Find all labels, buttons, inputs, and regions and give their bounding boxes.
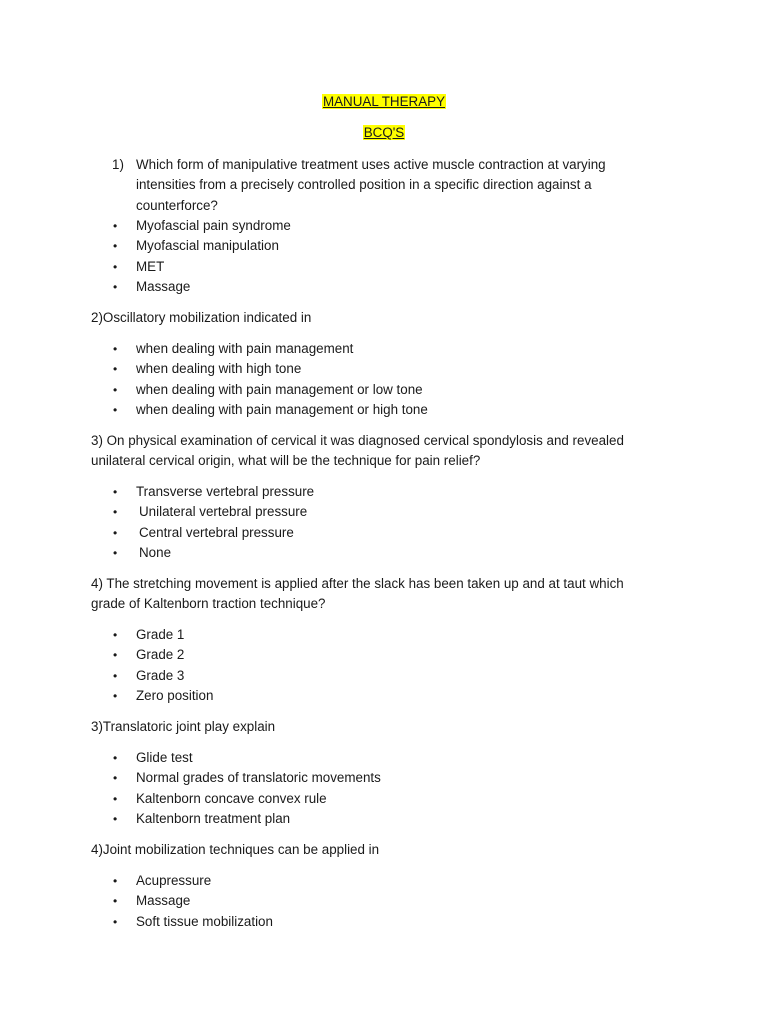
bullet-icon: • [113,668,118,683]
option-label: Normal grades of translatoric movements [136,770,381,786]
bullet-icon: • [113,648,118,663]
bullet-icon: • [113,280,118,295]
bullet-icon: • [113,259,118,274]
question-3-text: 3) On physical examination of cervical it was diagnosed cervical spondylosis and revealed unilateral cervical origin, what will be the technique for pain relief? [91,433,624,469]
bullet-icon: • [113,689,118,704]
title-text: MANUAL THERAPY [322,94,446,109]
option-label: when dealing with pain management [136,341,354,356]
bullet-icon: • [113,485,118,499]
subtitle-text: BCQ'S [363,125,405,140]
document-subtitle [0,125,768,141]
question-2-text: 2)Oscillatory mobilization indicated in [91,310,312,325]
option-label: Acupressure [136,873,212,888]
bullet-icon: • [113,546,118,561]
bullet-icon: • [113,382,118,397]
option-label: Kaltenborn concave convex rule [136,790,327,806]
option-label: Myofascial pain syndrome [136,218,291,233]
bullet-icon: • [113,505,118,520]
option-label: Transverse vertebral pressure [136,484,315,499]
bullet-icon: • [113,239,118,254]
option-label: Zero position [136,688,214,704]
bullet-icon: • [113,362,118,377]
option-label: Grade 3 [136,667,185,683]
option-label: Myofascial manipulation [136,238,279,254]
option-label: when dealing with pain management or high tone [136,402,428,418]
question-4-text: 4) The stretching movement is applied after the slack has been taken up and at taut which grade of Kaltenborn traction technique? [91,576,624,612]
bullet-icon: • [113,791,118,806]
question-1-number: 1) [112,157,124,172]
bullet-icon: • [113,628,118,642]
option-label: MET [136,258,165,274]
bullet-icon: • [113,751,118,765]
bullet-icon: • [113,771,118,786]
option-label: Massage [136,279,191,295]
bullet-icon: • [113,812,118,827]
bullet-icon: • [113,342,118,356]
option-label: Grade 1 [136,627,185,642]
question-5-text: 3)Translatoric joint play explain [91,719,276,734]
option-label: None [139,545,172,561]
option-label: Massage [136,893,191,909]
option-label: Grade 2 [136,647,185,663]
bullet-icon: • [113,219,118,233]
option-label: when dealing with pain management or low tone [136,381,423,397]
option-label: Kaltenborn treatment plan [136,811,291,827]
bullet-icon: • [113,403,118,418]
bullet-icon: • [113,874,118,888]
bullet-icon: • [113,525,118,540]
option-label: Soft tissue mobilization [136,913,273,929]
question-6-text: 4)Joint mobilization techniques can be applied in [91,842,380,857]
bullet-icon: • [113,914,118,929]
option-label: Central vertebral pressure [139,524,294,540]
document-title [0,94,768,110]
option-label: Unilateral vertebral pressure [139,504,308,520]
bullet-icon: • [113,894,118,909]
option-label: Glide test [136,750,193,765]
question-1-text: Which form of manipulative treatment uses active muscle contraction at varying intensities from a precisely controlled position in a specific direction against a counterforce? [136,157,606,213]
option-label: when dealing with high tone [136,361,302,377]
